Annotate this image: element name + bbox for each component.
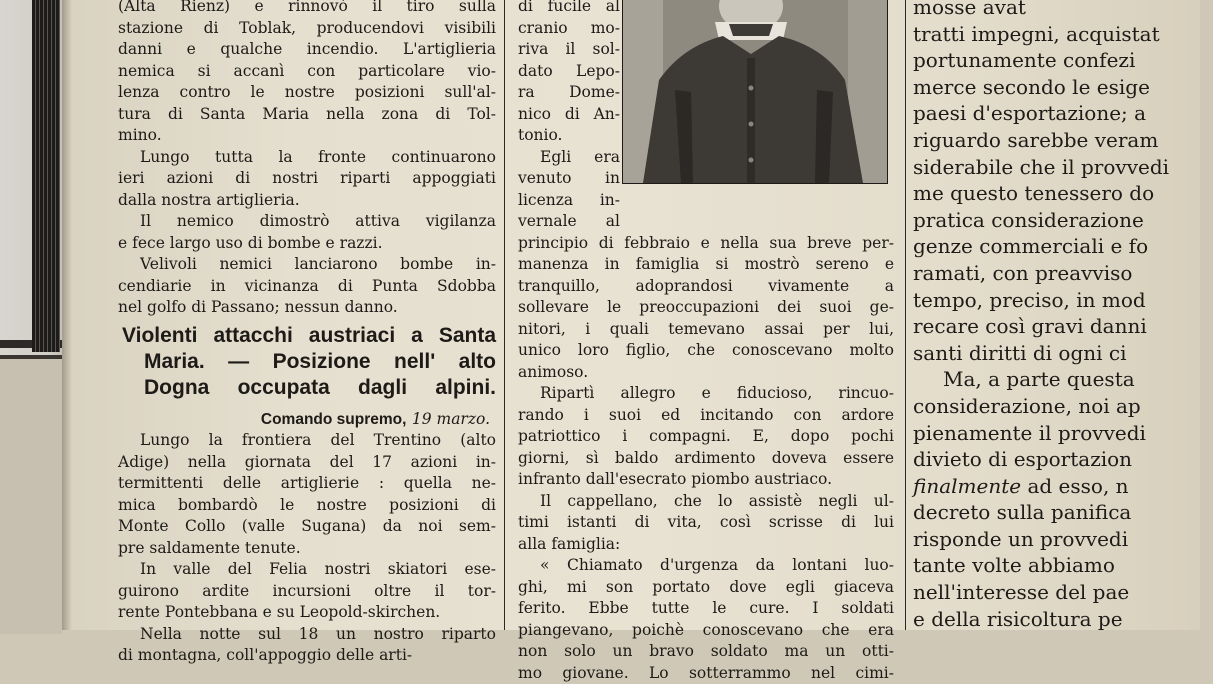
text-line: e della risicoltura pe [913, 606, 1213, 633]
text-line: me questo tenessero do [913, 180, 1213, 207]
dateline-date: 19 marzo. [412, 410, 490, 428]
headline-line: Dogna occupata dagli alpini. [122, 375, 496, 401]
text-line: Monte Collo (valle Sugana) da noi sem- [118, 516, 496, 538]
page-crease [62, 0, 72, 630]
text-line: mino. [118, 125, 496, 147]
text-line: santi diritti di ogni ci [913, 340, 1213, 367]
portrait-photo-icon [622, 0, 888, 184]
text-line: alla famiglia: [518, 534, 894, 556]
text-line: finalmente ad esso, n [913, 473, 1213, 500]
text-line: tonio. [518, 125, 620, 147]
text-line: giorni, sì baldo ardimento doveva essere [518, 448, 894, 470]
text-line: « Chiamato d'urgenza da lontani luo- [518, 555, 894, 577]
text-line: mica bombardò le nostre posizioni di [118, 495, 496, 517]
dateline [118, 405, 496, 431]
text-line: danni e qualche incendio. L'artiglieria [118, 39, 496, 61]
text-line: recare così gravi danni [913, 313, 1213, 340]
text-line: Lungo la frontiera del Trentino (alto [118, 430, 496, 452]
text-line: infranto dall'esecrato piombo austriaco. [518, 469, 894, 491]
column-3 [913, 0, 1213, 630]
text-line: principio di febbraio e nella sua breve per- [518, 233, 894, 255]
binding-strip [32, 0, 60, 352]
text-line: Nella notte sul 18 un nostro riparto [118, 624, 496, 646]
text-line: non solo un bravo soldato ma un otti- [518, 641, 894, 663]
text-line: ra Dome- [518, 82, 620, 104]
text-line: ramati, con preavviso [913, 260, 1213, 287]
text-line: rando i suoi ed incitando con ardore [518, 405, 894, 427]
text-line: ieri azioni di nostri riparti appoggiati [118, 168, 496, 190]
text-line: portunamente confezi [913, 47, 1213, 74]
paragraph-group-2 [118, 430, 496, 667]
text-line: tranquillo, adoprandosi vivamente a [518, 276, 894, 298]
text-line: Ripartì allegro e fiducioso, rincuo- [518, 383, 894, 405]
text-line: nel golfo di Passano; nessun danno. [118, 297, 496, 319]
text-line: pienamente il provvedi [913, 420, 1213, 447]
text-line: tratti impegni, acquistat [913, 21, 1213, 48]
text-line: piangevano, poichè conoscevano che era [518, 620, 894, 642]
text-line: Adige) nella giornata del 17 azioni in- [118, 452, 496, 474]
text-line: sollevare le preoccupazioni dei suoi ge- [518, 297, 894, 319]
text-line: licenza in- [518, 190, 620, 212]
text-line: tura di Santa Maria nella zona di Tol- [118, 104, 496, 126]
text-line: Il cappellano, che lo assistè negli ul- [518, 491, 894, 513]
text-line: decreto sulla panifica [913, 499, 1213, 526]
text-line: nitori, i quali temevano assai per lui, [518, 319, 894, 341]
text-line: timi istanti di vita, così scrisse di lui [518, 512, 894, 534]
paragraph-group-3 [518, 233, 894, 684]
text-line: lenza contro le nostre posizioni sull'al- [118, 82, 496, 104]
text-line: riguardo sarebbe veram [913, 127, 1213, 154]
text-line: nemica si accanì con particolare vio- [118, 61, 496, 83]
text-line: (Alta Rienz) e rinnovò il tiro sulla [118, 0, 496, 18]
text-line: genze commerciali e fo [913, 233, 1213, 260]
dateline-source: Comando supremo, [261, 411, 407, 428]
text-line: nico di An- [518, 104, 620, 126]
headline-line: Violenti attacchi austriaci a Santa [122, 323, 496, 349]
text-line: animoso. [518, 362, 894, 384]
text-line: patriottico i compagni. E, dopo pochi [518, 426, 894, 448]
text-line: tante volte abbiamo [913, 552, 1213, 579]
text-line: merce secondo le esige [913, 74, 1213, 101]
text-line: dato Lepo- [518, 61, 620, 83]
column-rule-2 [905, 0, 906, 630]
text-line: Egli era [518, 147, 620, 169]
text-line: pre saldamente tenute. [118, 538, 496, 560]
text-line: nell'interesse del pae [913, 579, 1213, 606]
text-line: Ma, a parte questa [913, 366, 1213, 393]
text-line: mosse avat [913, 0, 1213, 21]
text-line: di fucile al [518, 0, 620, 18]
text-line: divieto di esportazion [913, 446, 1213, 473]
text-line: guirono ardite incursioni oltre il tor- [118, 581, 496, 603]
text-line: Lungo tutta la fronte continuarono [118, 147, 496, 169]
text-line: paesi d'esportazione; a [913, 100, 1213, 127]
text-line: unico loro figlio, che conoscevano molto [518, 340, 894, 362]
column-rule-1 [504, 0, 505, 630]
soldier-portrait [623, 0, 887, 183]
text-line: tempo, preciso, in mod [913, 287, 1213, 314]
text-line: siderabile che il provvedi [913, 154, 1213, 181]
text-line: di montagna, coll'appoggio delle arti- [118, 645, 496, 667]
text-line: termittenti delle artiglierie : quella ne- [118, 473, 496, 495]
text-line: Velivoli nemici lanciarono bombe in- [118, 254, 496, 276]
narrow-text-beside-photo [518, 0, 620, 233]
underlying-page [0, 355, 62, 634]
article-headline [118, 319, 496, 405]
headline-line: Maria. — Posizione nell' alto [122, 349, 496, 375]
text-line: riva il sol- [518, 39, 620, 61]
text-line: rente Pontebbana e su Leopold-skirchen. [118, 602, 496, 624]
text-line: dalla nostra artiglieria. [118, 190, 496, 212]
text-line: Il nemico dimostrò attiva vigilanza [118, 211, 496, 233]
text-line: considerazione, noi ap [913, 393, 1213, 420]
text-line: stazione di Toblak, producendovi visibili [118, 18, 496, 40]
text-line: pratica considerazione [913, 207, 1213, 234]
text-line: cendiarie in vicinanza di Punta Sdobba [118, 276, 496, 298]
text-line: vernale al [518, 211, 620, 233]
text-line: ghi, mi son portato dove egli giaceva [518, 577, 894, 599]
text-line: risponde un provvedi [913, 526, 1213, 553]
text-line: cranio mo- [518, 18, 620, 40]
text-line: mo giovane. Lo sotterrammo nel cimi- [518, 663, 894, 684]
paragraph-group-1 [118, 0, 496, 319]
text-line: In valle del Felia nostri skiatori ese- [118, 559, 496, 581]
text-line: ferito. Ebbe tutte le cure. I soldati [518, 598, 894, 620]
text-line: manenza in famiglia si mostrò sereno e [518, 254, 894, 276]
column-1 [118, 0, 496, 630]
text-line: e fece largo uso di bombe e razzi. [118, 233, 496, 255]
text-line: venuto in [518, 168, 620, 190]
